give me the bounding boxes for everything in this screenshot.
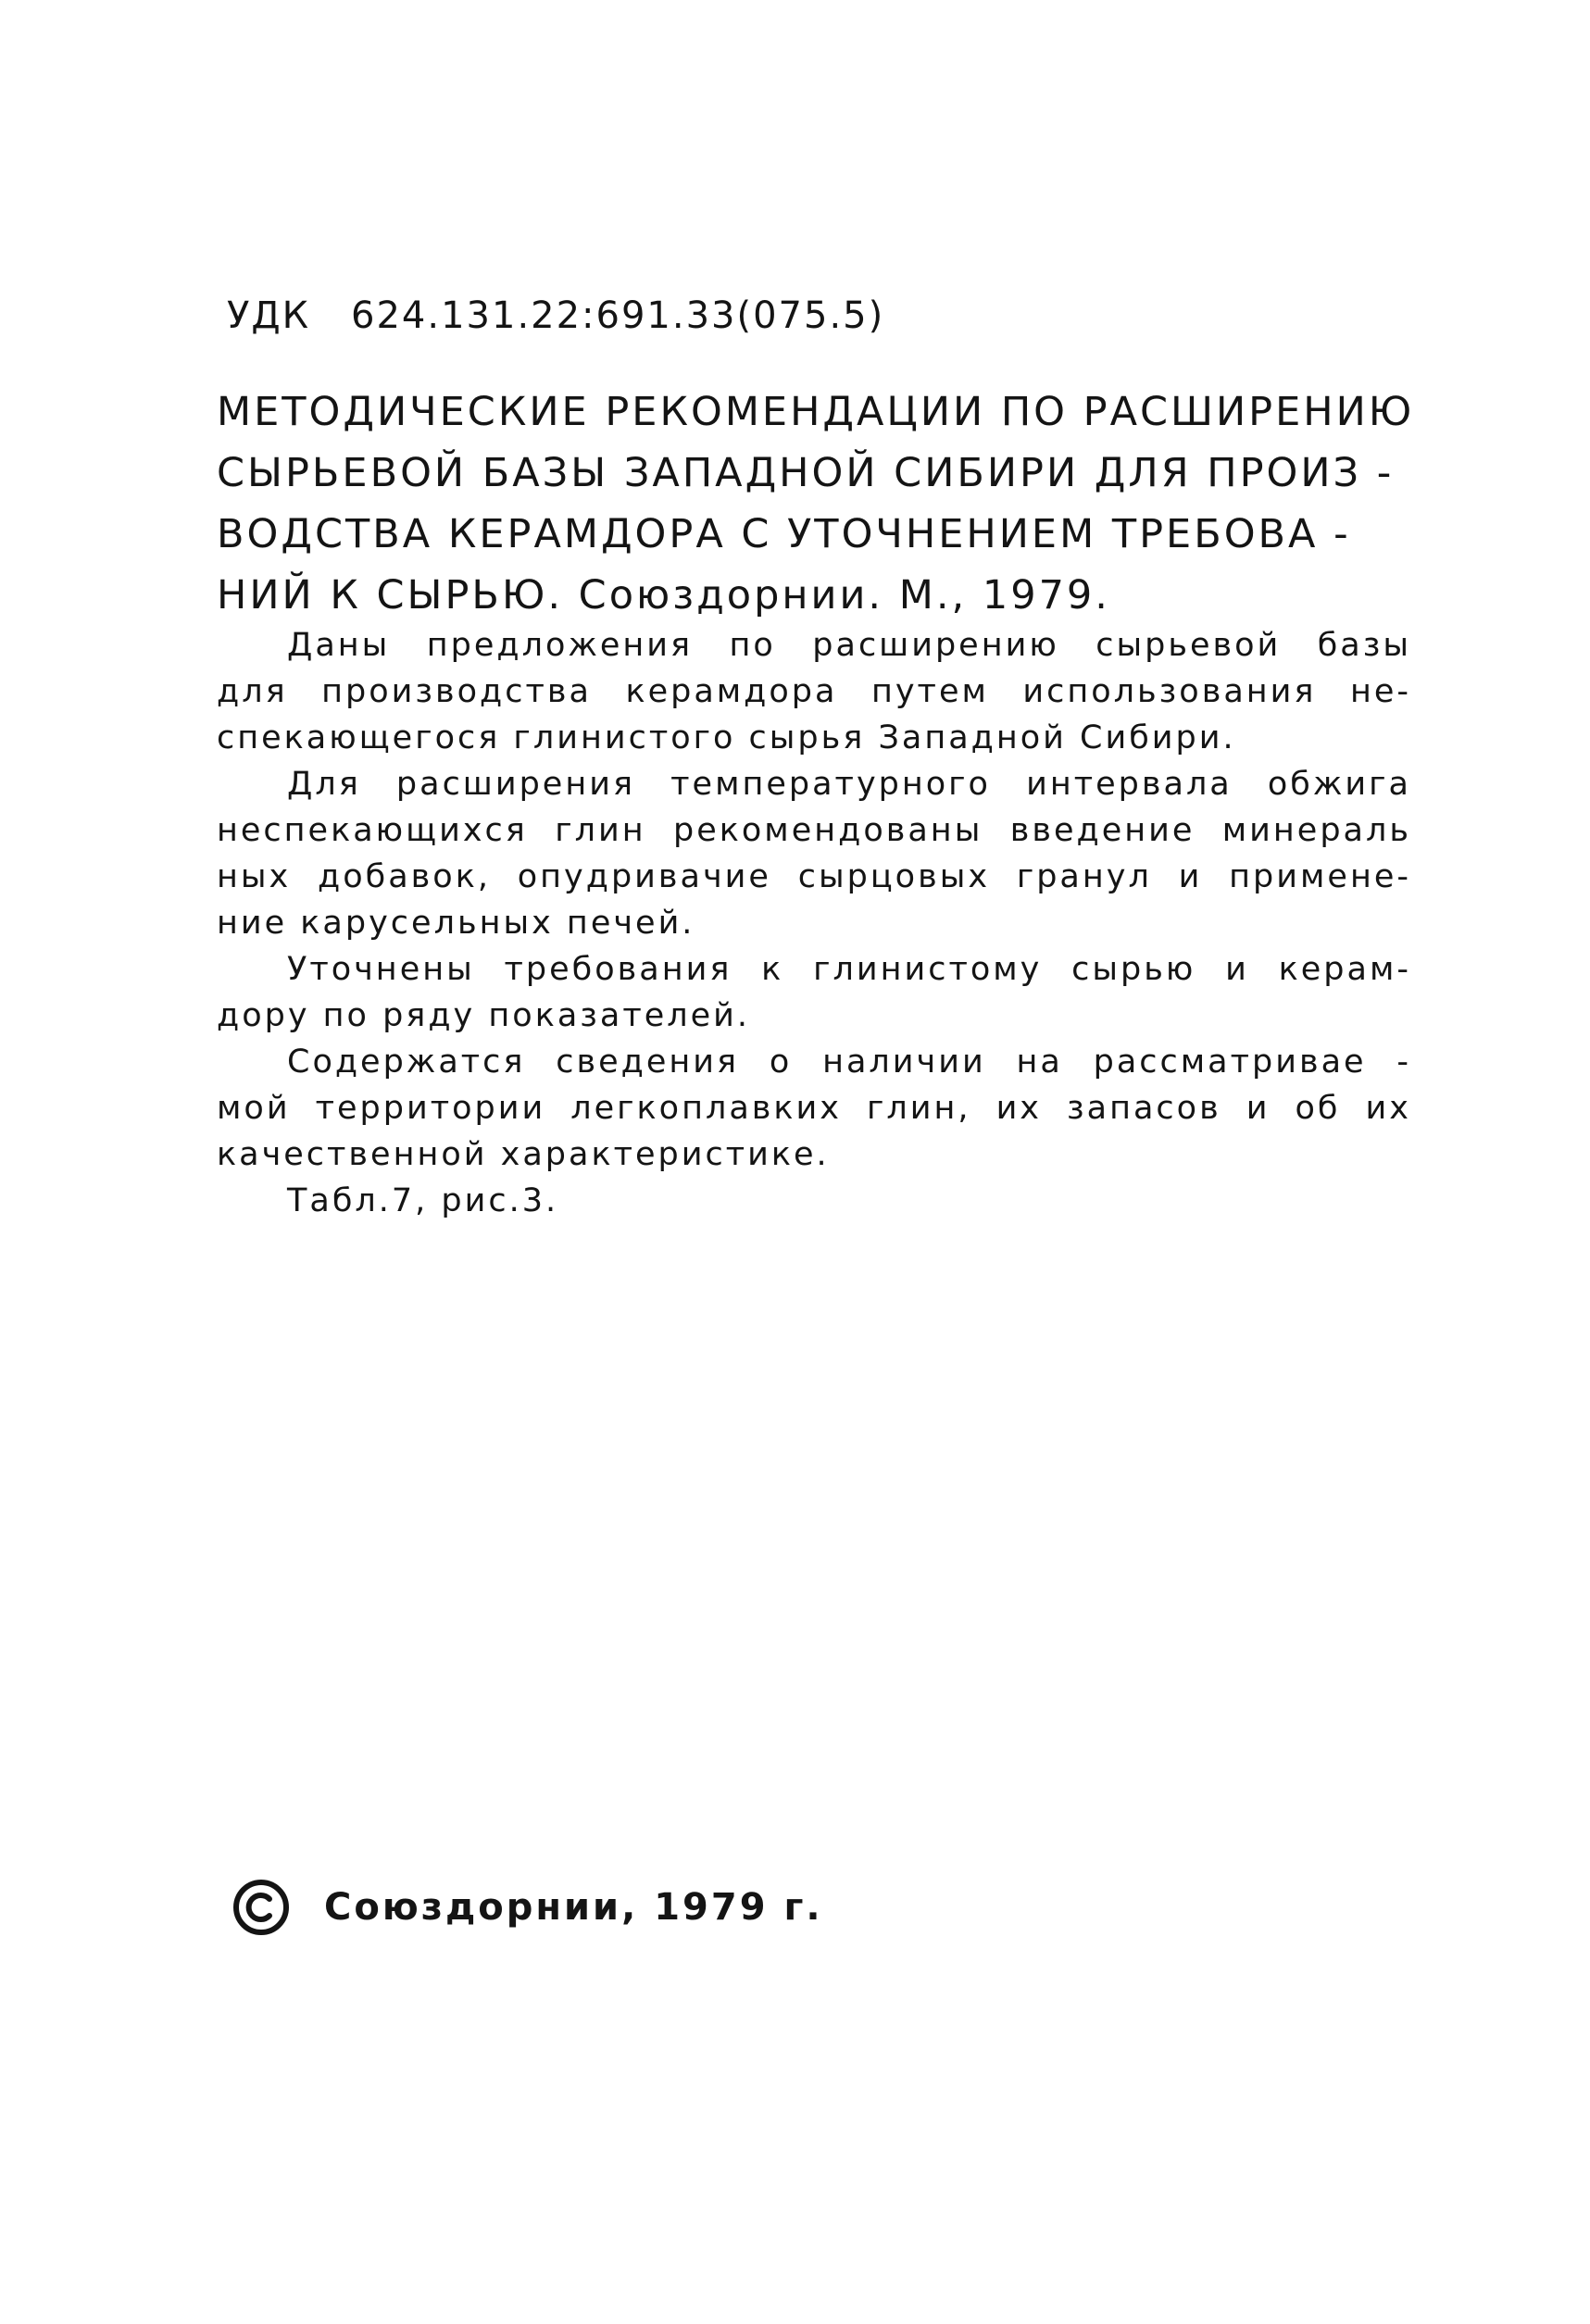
title-line-2: СЫРЬЕВОЙ БАЗЫ ЗАПАДНОЙ СИБИРИ ДЛЯ ПРОИЗ - [217, 450, 1395, 496]
abstract-line-10: Содержатся сведения о наличии на рассматривае - [287, 1043, 1411, 1081]
abstract-line-2: для производства керамдора путем использования не- [217, 673, 1411, 710]
abstract-line-8: Уточнены требования к глинистому сырью и керам- [287, 951, 1411, 988]
bibliographic-title [217, 381, 1415, 626]
copyright-text: Союздорнии, 1979 г. [324, 1886, 823, 1929]
abstract-line-4: Для расширения температурного интервала обжига [287, 766, 1411, 803]
abstract [217, 622, 1411, 1224]
title-line-4: НИЙ К СЫРЬЮ. Союздорнии. М., 1979. [217, 572, 1110, 618]
abstract-line-9: дору по ряду показателей. [217, 997, 751, 1034]
title-line-1: МЕТОДИЧЕСКИЕ РЕКОМЕНДАЦИИ ПО РАСШИРЕНИЮ [217, 389, 1415, 435]
abstract-line-5: неспекающихся глин рекомендованы введение минераль [217, 812, 1411, 849]
udk-code: 624.131.22:691.33(075.5) [351, 294, 885, 337]
abstract-line-7: ние карусельных печей. [217, 905, 695, 942]
udk-line [227, 294, 884, 337]
abstract-line-1: Даны предложения по расширению сырьевой базы [287, 627, 1411, 664]
udk-label: УДК [227, 294, 311, 337]
abstract-line-11: мой территории легкоплавких глин, их запасов и об их [217, 1090, 1411, 1127]
title-line-3: ВОДСТВА КЕРАМДОРА С УТОЧНЕНИЕМ ТРЕБОВА - [217, 511, 1351, 557]
abstract-line-3: спекающегося глинистого сырья Западной Сибири. [217, 719, 1236, 756]
abstract-line-12: качественной характеристике. [217, 1136, 830, 1173]
copyright-notice [232, 1878, 823, 1937]
abstract-line-6: ных добавок, опудривачие сырцовых гранул и примене- [217, 858, 1411, 895]
copyright-icon [232, 1878, 291, 1937]
abstract-line-13: Табл.7, рис.3. [287, 1182, 559, 1219]
